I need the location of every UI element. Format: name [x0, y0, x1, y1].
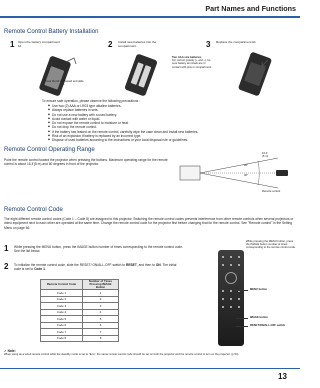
code-intro: The eight different remote control codes (Code 1 – Code 8) are assigned to this projector. Switching the remote control codes prevents interference from other remote controls when several projectors or video equipment next to each other are operated at the same time. Change the remote control code for the projector first before changing that for the remote control. See "Remote control" in the Setting Menu on page 56.	[4, 217, 294, 230]
step2-part-a: To initialize the remote control code, slide the RESET/ ON/ALL-OFF switch to	[14, 263, 126, 267]
table-header-code: Remote Control Code	[41, 280, 83, 290]
table-cell-code: Code 3	[41, 303, 83, 310]
remote-code-table	[40, 279, 119, 342]
page-number: 13	[278, 372, 287, 381]
menu-button-label: MENU button	[250, 288, 268, 291]
battery-type-note	[172, 56, 212, 69]
table-cell-count: 1	[83, 290, 119, 297]
step2-part-b: , and then to	[136, 263, 156, 267]
battery-install-illustration	[124, 52, 168, 96]
table-cell-code: Code 2	[41, 296, 83, 303]
precaution-item: ◆ Do not use a new battery with a used battery.	[48, 113, 294, 117]
remote-button	[222, 264, 224, 266]
precaution-item: ◆ Always replace batteries in sets.	[48, 108, 294, 112]
remote-button	[238, 256, 240, 258]
remote-button	[230, 306, 232, 308]
precaution-item: ◆ Do not drop the remote control.	[48, 125, 294, 129]
step2-reset-word: RESET	[126, 263, 137, 267]
table-cell-count: 4	[83, 309, 119, 316]
reset-switch-label: RESET/ON/ALL-OFF switch	[250, 324, 286, 327]
precaution-item: ◆ Dispose of used batteries according to the instructions or your local disposal rule or guidelines.	[48, 138, 294, 142]
remote-button	[222, 256, 224, 258]
battery-step-2-label: Install new batteries into the compartment.	[118, 40, 157, 48]
remote-button	[230, 264, 232, 266]
step2-part-c: . The initial code is set to	[14, 263, 177, 272]
remote-button	[230, 298, 232, 300]
battery-lid-open-illustration	[36, 54, 80, 96]
remote-button	[222, 290, 224, 292]
step2-part-d: .	[44, 267, 46, 272]
note-text: When using as a wired remote control while the standby mode is set to "Eco", the same remote control code should be set on both the projector and the remote control to turn on the projector. (p.54)	[4, 353, 239, 357]
reset-callout-line	[236, 326, 248, 327]
table-cell-count: 8	[83, 335, 119, 342]
precaution-item: ◆ Risk of an explosion if battery is replaced by an incorrect type.	[48, 134, 294, 138]
remote-control-illustration	[218, 250, 244, 346]
note-icon: ✓	[4, 349, 8, 353]
range-distance-label	[262, 152, 292, 158]
battery-step-1-number: 1	[10, 40, 15, 49]
battery-polarity-note: For correct polarity (+ and –), be sure battery terminals are in contact with pins in compartment.	[172, 59, 212, 69]
table-cell-count: 2	[83, 296, 119, 303]
table-cell-code: Code 4	[41, 309, 83, 316]
precaution-item: ◆ Do not expose the remote control to moisture or heat.	[48, 121, 294, 125]
range-distance-feet: 16.4'	[262, 152, 268, 155]
lid-replace-illustration	[232, 50, 282, 96]
precaution-item: ◆ Use two (2) AAA or LR03 type alkaline batteries.	[48, 104, 294, 108]
battery-type-title: Two AAA size batteries	[172, 56, 202, 59]
table-cell-count: 3	[83, 303, 119, 310]
table-cell-code: Code 7	[41, 329, 83, 336]
remote-control-label: Remote control	[262, 190, 281, 193]
safety-intro: To ensure safe operation, please observe the following precautions :	[42, 99, 141, 103]
table-cell-code: Code 8	[41, 335, 83, 342]
table-cell-code: Code 5	[41, 316, 83, 323]
table-cell-code: Code 1	[41, 290, 83, 297]
precaution-item: ◆ If the battery has leaked on the remote control, carefully wipe the case clean and install new batteries.	[48, 130, 294, 134]
remote-button	[238, 298, 240, 300]
battery-step-1-label: Open the battery compartment lid.	[18, 40, 60, 48]
table-cell-count: 5	[83, 316, 119, 323]
remote-button	[238, 264, 240, 266]
code-section-title: Remote Control Code	[4, 206, 63, 213]
code-step-1-text: While pressing the MENU button, press the IMAGE button number of times corresponding to the remote control code. See the list below.	[14, 245, 183, 254]
range-distance-meters: (5 m)	[262, 155, 269, 159]
note-box	[4, 350, 296, 356]
lid-instruction-note: Press the lid downward and slide it.	[44, 80, 84, 87]
battery-step-3-number: 3	[206, 40, 211, 49]
table-cell-code: Code 6	[41, 322, 83, 329]
table-header-presses: Number of Times Pressing IMAGE Button	[83, 280, 119, 290]
precaution-list	[48, 104, 294, 143]
code-side-note: While pressing the MENU button, press the IMAGE button number of times corresponding to the remote control code.	[246, 240, 296, 250]
remote-button	[238, 306, 240, 308]
menu-callout-line	[236, 290, 248, 291]
remote-button	[230, 290, 232, 292]
precaution-item: ◆ Avoid contact with water or liquid.	[48, 117, 294, 121]
step2-on-word: ON	[155, 263, 161, 267]
code-step-2-number: 2	[4, 262, 9, 271]
step2-code-word: Code 1	[34, 267, 45, 272]
range-section-title: Remote Control Operating Range	[4, 146, 95, 153]
note-title-text: Note:	[7, 349, 16, 353]
remote-button	[222, 298, 224, 300]
battery-step-2-number: 2	[108, 40, 113, 49]
footer-rule	[0, 368, 300, 369]
header-rule	[0, 16, 300, 18]
code-step-2-text	[14, 263, 184, 272]
range-angle-bottom: 30°	[244, 174, 249, 177]
remote-button	[230, 256, 232, 258]
image-button-label: IMAGE button	[250, 316, 268, 319]
range-description: Point the remote control toward the projector when pressing the buttons. Maximum operating range for the remote control is about 16.4'(5 m) and 60 degrees in front of the projector.	[4, 158, 168, 167]
table-cell-count: 6	[83, 322, 119, 329]
battery-step-3-label: Replace the compartment lid.	[216, 40, 257, 44]
page-header-title: Part Names and Functions	[205, 4, 296, 13]
table-row	[41, 335, 119, 342]
remote-dpad	[225, 272, 237, 284]
image-callout-line	[236, 318, 248, 319]
code-step-1-number: 1	[4, 244, 9, 253]
table-cell-count: 7	[83, 329, 119, 336]
battery-section-title: Remote Control Battery Installation	[4, 28, 99, 35]
range-angle-top: 30°	[244, 164, 249, 167]
remote-button	[222, 306, 224, 308]
